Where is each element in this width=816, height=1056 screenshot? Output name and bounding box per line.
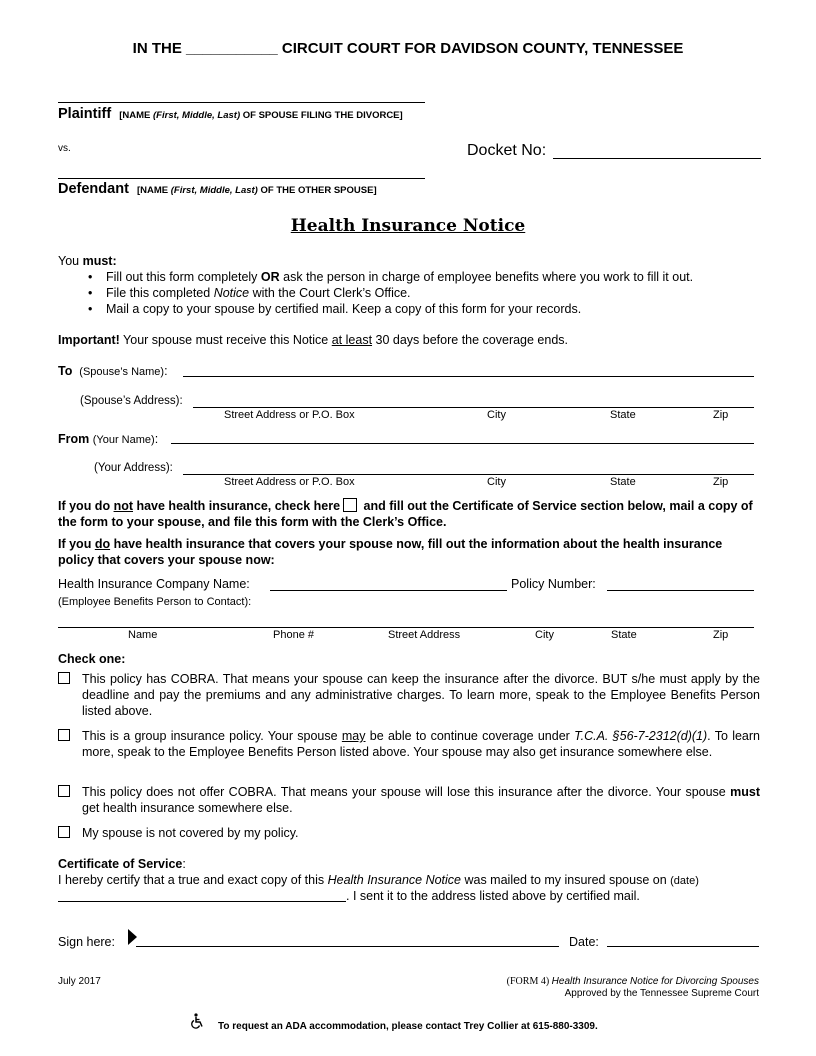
plaintiff-label: Plaintiff xyxy=(58,106,112,122)
caption-zip: Zip xyxy=(713,476,729,488)
caption-state: State xyxy=(610,476,636,488)
spouse-name-line[interactable] xyxy=(183,376,754,377)
wheelchair-icon xyxy=(190,1013,206,1029)
docket-label: Docket No: xyxy=(467,142,547,159)
certificate-label: Certificate of Service: xyxy=(58,857,186,871)
sign-arrow-icon xyxy=(128,929,137,945)
option-not-covered-checkbox[interactable] xyxy=(58,826,70,838)
caption-street: Street Address or P.O. Box xyxy=(224,409,355,421)
caption-street: Street Address xyxy=(388,629,461,641)
plaintiff-note: [NAME (First, Middle, Last) OF SPOUSE FILING THE DIVORCE] xyxy=(119,110,403,121)
option-cobra: This policy has COBRA. That means your spouse can keep the insurance after the divorce. BUT s/he must apply by the deadline and pay the premiums and any administrative charges. To learn more, speak to the Employee Benefits Person listed above. xyxy=(58,671,760,719)
sign-here-label: Sign here: xyxy=(58,935,115,949)
certificate-text: I hereby certify that a true and exact copy of this Health Insurance Notice was mailed to my insured spouse on (date) xyxy=(58,873,699,887)
versus: vs. xyxy=(58,143,71,154)
caption-city: City xyxy=(535,629,554,641)
your-name-line[interactable] xyxy=(171,443,754,444)
caption-zip: Zip xyxy=(713,629,729,641)
footer-form-title: (FORM 4) Health Insurance Notice for Divorcing Spouses xyxy=(506,976,759,987)
court-title: IN THE ___________ CIRCUIT COURT FOR DAVIDSON COUNTY, TENNESSEE xyxy=(132,40,684,57)
caption-state: State xyxy=(610,409,636,421)
instruction-bullet: • Mail a copy to your spouse by certified mail. Keep a copy of this form for your records. xyxy=(58,301,768,317)
option-no-cobra: This policy does not offer COBRA. That means your spouse will lose this insurance after the divorce. Your spouse must get health insurance somewhere else. xyxy=(58,784,760,816)
defendant-note: [NAME (First, Middle, Last) OF THE OTHER SPOUSE] xyxy=(136,185,377,196)
spouse-address-line[interactable] xyxy=(193,407,754,408)
caption-phone: Phone # xyxy=(273,629,314,641)
caption-name: Name xyxy=(128,629,158,641)
spouse-address-label: (Spouse’s Address): xyxy=(80,395,183,407)
caption-state: State xyxy=(611,629,637,641)
caption-city: City xyxy=(487,476,506,488)
insurance-company-label: Health Insurance Company Name: xyxy=(58,577,250,591)
no-insurance-instruction: If you do not have health insurance, check here and fill out the Certificate of Service section below, mail a copy of the form to your spouse, and file this form with the Clerk’s Office. xyxy=(58,499,753,529)
date-line[interactable] xyxy=(607,946,759,947)
important-note: Important! Your spouse must receive this Notice at least 30 days before the coverage ends. xyxy=(58,333,569,347)
instructions: You must: • Fill out this form completely OR ask the person in charge of employee benefits where you work to fill it out. • File this completed Notice with the Court Clerk’s Office. • Mail a copy to your spouse by certified mail. Keep a copy of this form for your records. xyxy=(58,253,768,317)
plaintiff-name-line[interactable] xyxy=(58,102,425,103)
option-no-cobra-checkbox[interactable] xyxy=(58,785,70,797)
footer-date: July 2017 xyxy=(58,976,101,987)
benefits-contact-label: (Employee Benefits Person to Contact): xyxy=(58,596,252,608)
plaintiff-label-row xyxy=(58,106,403,122)
caption-city: City xyxy=(487,409,506,421)
form-title: Health Insurance Notice xyxy=(290,216,526,236)
from-label-row: From (Your Name): xyxy=(58,432,159,446)
caption-zip: Zip xyxy=(713,409,729,421)
docket-number-line[interactable] xyxy=(553,158,761,159)
policy-number-line[interactable] xyxy=(607,590,754,591)
defendant-label: Defendant xyxy=(58,181,129,197)
option-cobra-checkbox[interactable] xyxy=(58,672,70,684)
instruction-bullet: • Fill out this form completely OR ask the person in charge of employee benefits where you work to fill it out. xyxy=(58,269,768,285)
has-insurance-instruction: If you do have health insurance that covers your spouse now, fill out the information about the health insurance policy that covers your spouse now: xyxy=(58,537,723,567)
insurance-company-line[interactable] xyxy=(270,590,507,591)
defendant-label-row xyxy=(58,181,377,197)
instruction-bullet: • File this completed Notice with the Court Clerk’s Office. xyxy=(58,285,768,301)
ada-notice: To request an ADA accommodation, please contact Trey Collier at 615-880-3309. xyxy=(218,1021,598,1032)
check-one-label: Check one: xyxy=(58,652,126,666)
your-address-label: (Your Address): xyxy=(94,462,173,474)
your-address-line[interactable] xyxy=(183,474,754,475)
option-not-covered: My spouse is not covered by my policy. xyxy=(58,825,760,841)
certificate-end: . I sent it to the address listed above by certified mail. xyxy=(346,889,640,903)
date-label: Date: xyxy=(569,935,599,949)
footer-approved: Approved by the Tennessee Supreme Court xyxy=(564,988,759,999)
caption-street: Street Address or P.O. Box xyxy=(224,476,355,488)
benefits-contact-line[interactable] xyxy=(58,627,754,628)
option-group-checkbox[interactable] xyxy=(58,729,70,741)
to-label-row: To (Spouse’s Name): xyxy=(58,364,168,378)
defendant-name-line[interactable] xyxy=(58,178,425,179)
option-group-policy: This is a group insurance policy. Your spouse may be able to continue coverage under T.C.A. §56-7-2312(d)(1). To learn more, speak to the Employee Benefits Person listed above. Your spouse may also get insurance somewhere else. xyxy=(58,728,760,760)
no-insurance-checkbox[interactable] xyxy=(343,498,357,512)
certificate-date-line[interactable] xyxy=(58,901,346,902)
policy-number-label: Policy Number: xyxy=(511,577,596,591)
signature-line[interactable] xyxy=(136,946,559,947)
